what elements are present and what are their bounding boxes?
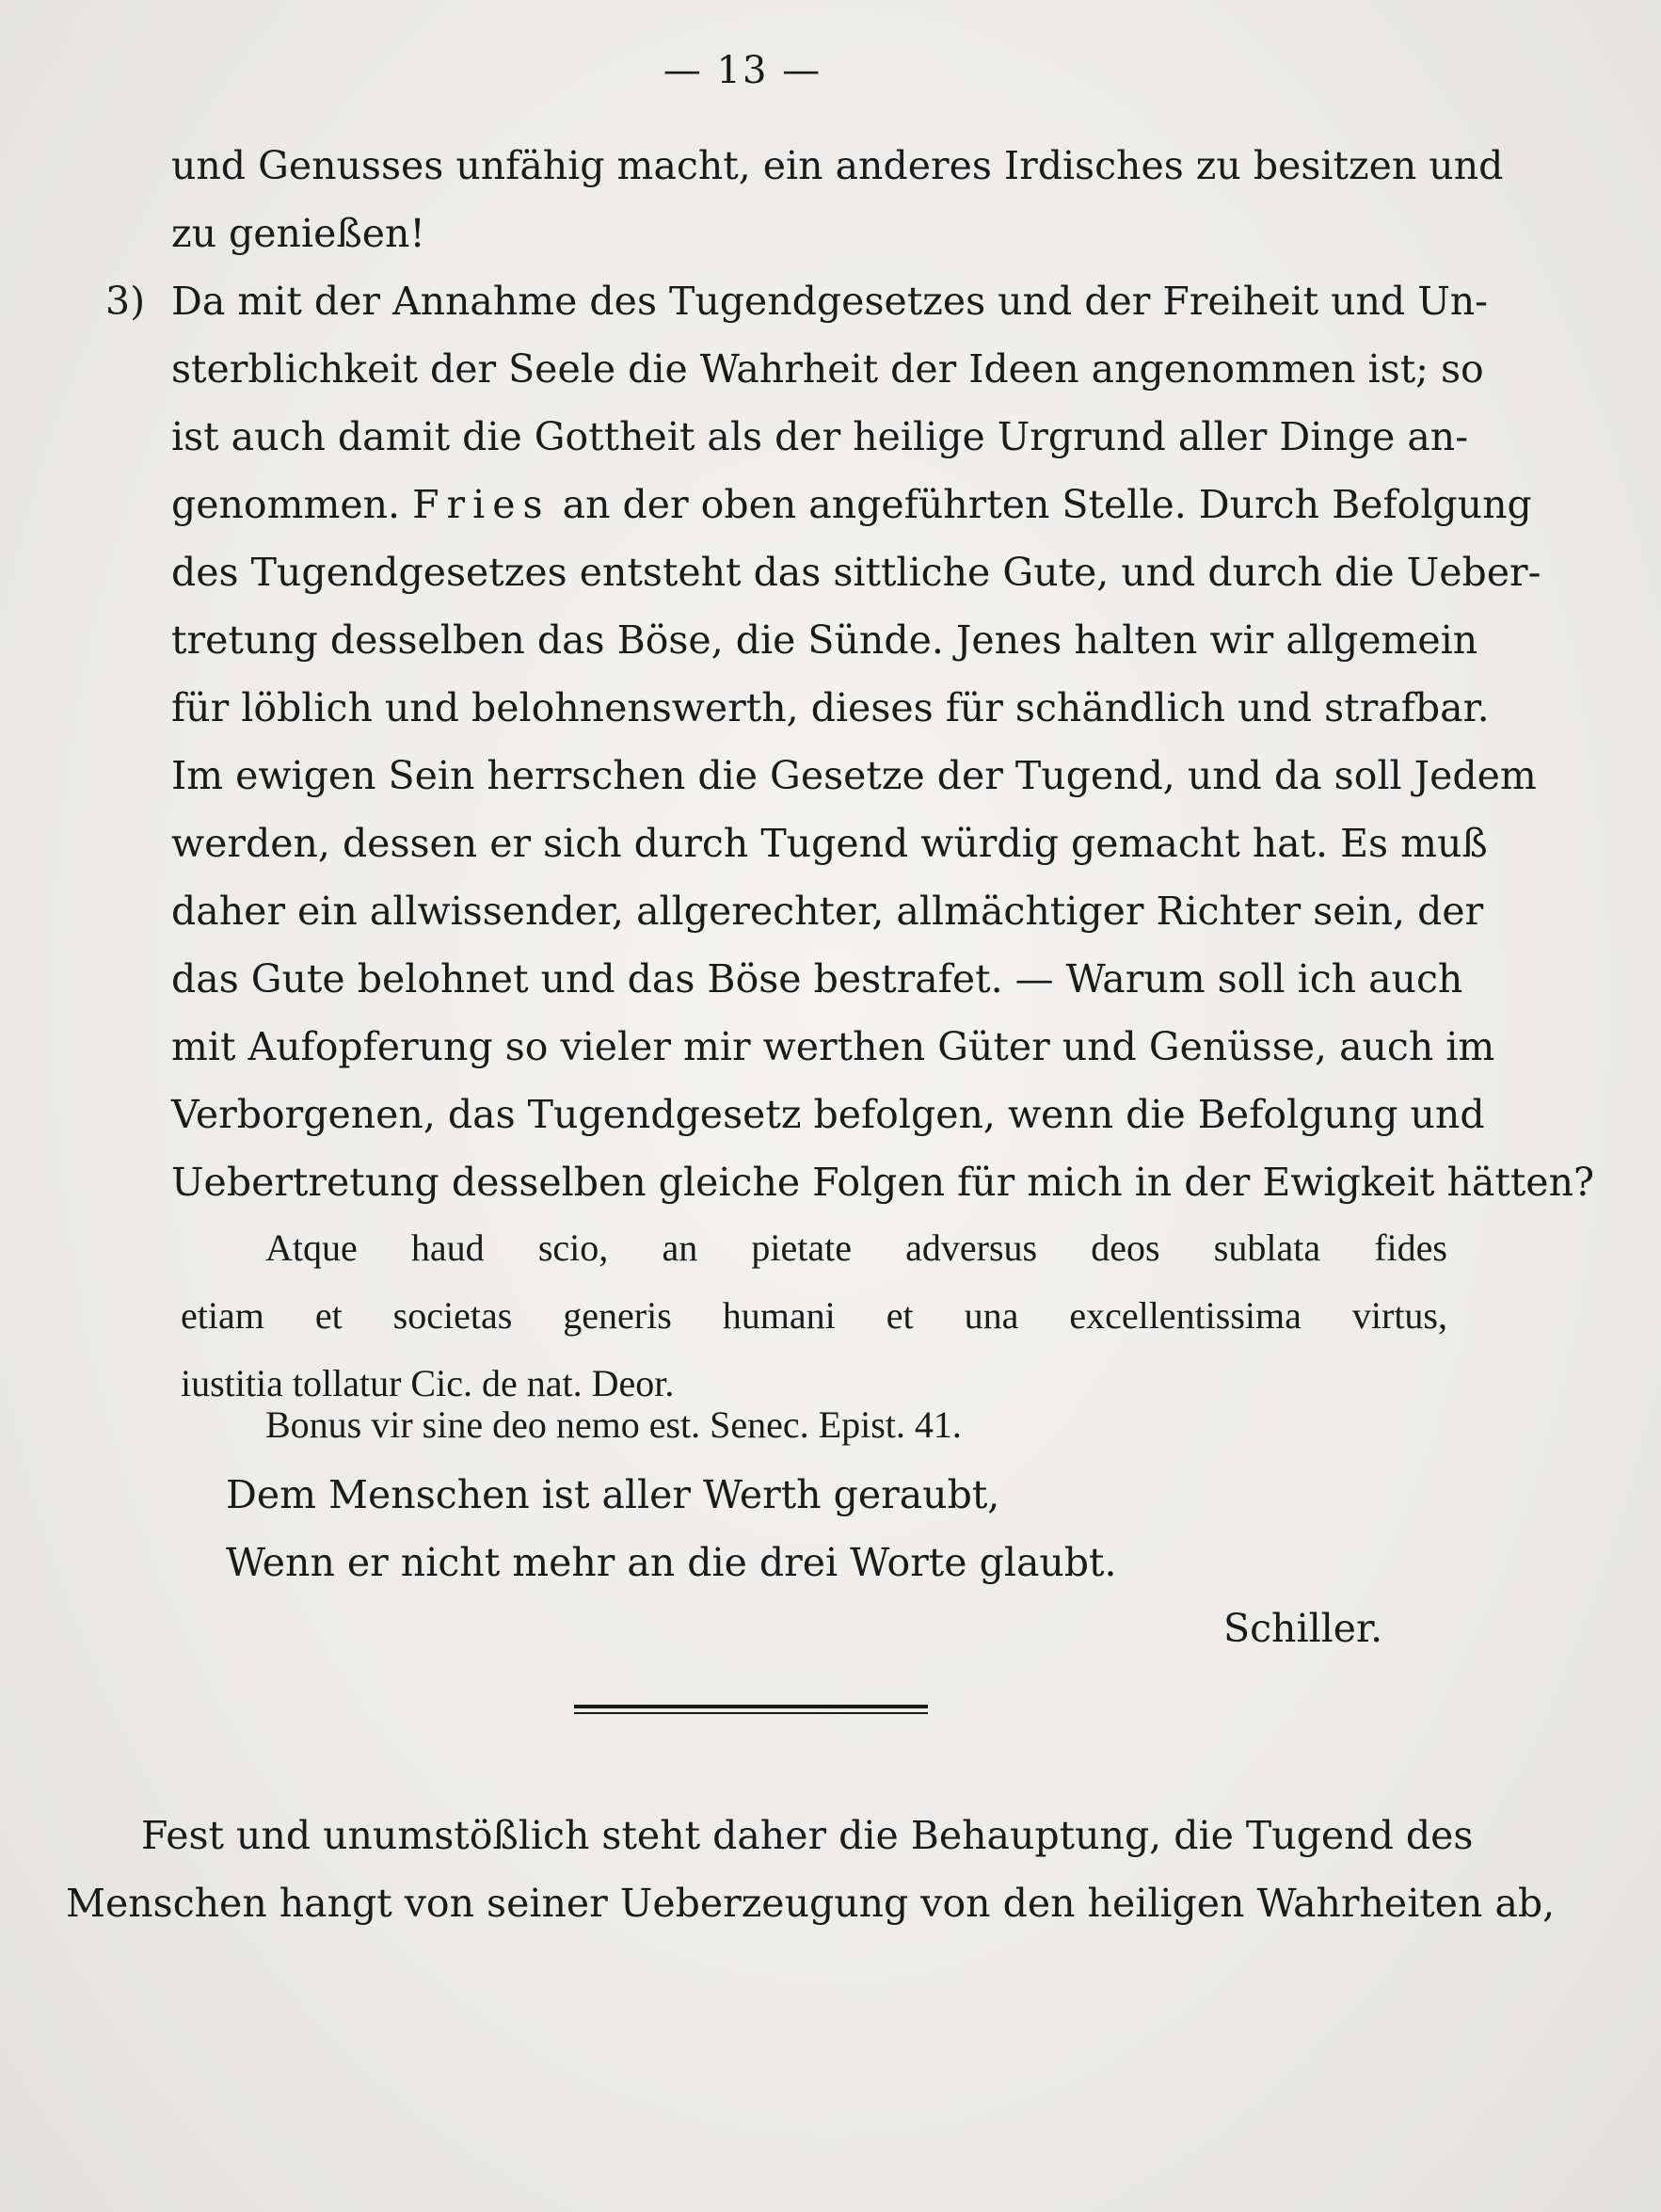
page-number: — 13 — <box>663 49 823 92</box>
section-divider-thin <box>574 1712 928 1714</box>
latin-quote-line-2: etiam et societas generis humani et una excellentissima virtus, <box>181 1294 1447 1337</box>
text-line-5: ist auch damit die Gottheit als der heilige Urgrund aller Dinge an- <box>171 414 1469 459</box>
text-line-2: zu genießen! <box>171 211 425 256</box>
item-number: 3) <box>105 279 146 324</box>
text-line-7: des Tugendgesetzes entsteht das sittliche Gute, und durch die Ueber- <box>171 550 1541 595</box>
text-line-13: das Gute belohnet und das Böse bestrafet. — Warum soll ich auch <box>171 956 1463 1002</box>
text-line-9: für löblich und belohnenswerth, dieses für schändlich und strafbar. <box>171 685 1490 730</box>
latin-quote-line-1: Atque haud scio, an pietate adversus deos sublata fides <box>265 1226 1447 1269</box>
text-line-6 <box>171 480 1532 529</box>
text-line-10: Im ewigen Sein herrschen die Gesetze der Tugend, und da soll Jedem <box>171 753 1537 798</box>
text-line-3: Da mit der Annahme des Tugendgesetzes und der Freiheit und Un- <box>171 279 1489 324</box>
text-line-1: und Genusses unfähig macht, ein anderes Irdisches zu besitzen und <box>171 143 1504 188</box>
text-line-4: sterblichkeit der Seele die Wahrheit der Ideen angenommen ist; so <box>171 346 1484 392</box>
section-divider <box>574 1705 928 1708</box>
verse-author: Schiller. <box>1223 1606 1383 1651</box>
verse-line-1: Dem Menschen ist aller Werth geraubt, <box>226 1472 1000 1517</box>
text-line-16: Uebertretung desselben gleiche Folgen für mich in der Ewigkeit hätten? <box>171 1160 1594 1205</box>
author-name-fries: Fries <box>412 482 551 527</box>
verse-line-2: Wenn er nicht mehr an die drei Worte glaubt. <box>226 1540 1117 1585</box>
text-line-6-start: genommen. <box>171 482 401 527</box>
text-line-14: mit Aufopferung so vieler mir werthen Güter und Genüsse, auch im <box>171 1024 1495 1069</box>
text-after-2: Menschen hangt von seiner Ueberzeugung von den heiligen Wahrheiten ab, <box>66 1881 1556 1926</box>
latin-quote-line-3: iustitia tollatur Cic. de nat. Deor. <box>181 1362 675 1404</box>
latin-quote-line-4: Bonus vir sine deo nemo est. Senec. Epist. 41. <box>265 1403 962 1446</box>
text-line-11: werden, dessen er sich durch Tugend würdig gemacht hat. Es muß <box>171 821 1488 866</box>
text-line-12: daher ein allwissender, allgerechter, allmächtiger Richter sein, der <box>171 889 1484 934</box>
text-line-15: Verborgenen, das Tugendgesetz befolgen, wenn die Befolgung und <box>171 1092 1485 1137</box>
text-after-1: Fest und unumstößlich steht daher die Behauptung, die Tugend des <box>141 1813 1474 1858</box>
text-line-6-end: an der oben angeführten Stelle. Durch Befolgung <box>562 482 1532 527</box>
text-line-8: tretung desselben das Böse, die Sünde. Jenes halten wir allgemein <box>171 617 1478 663</box>
